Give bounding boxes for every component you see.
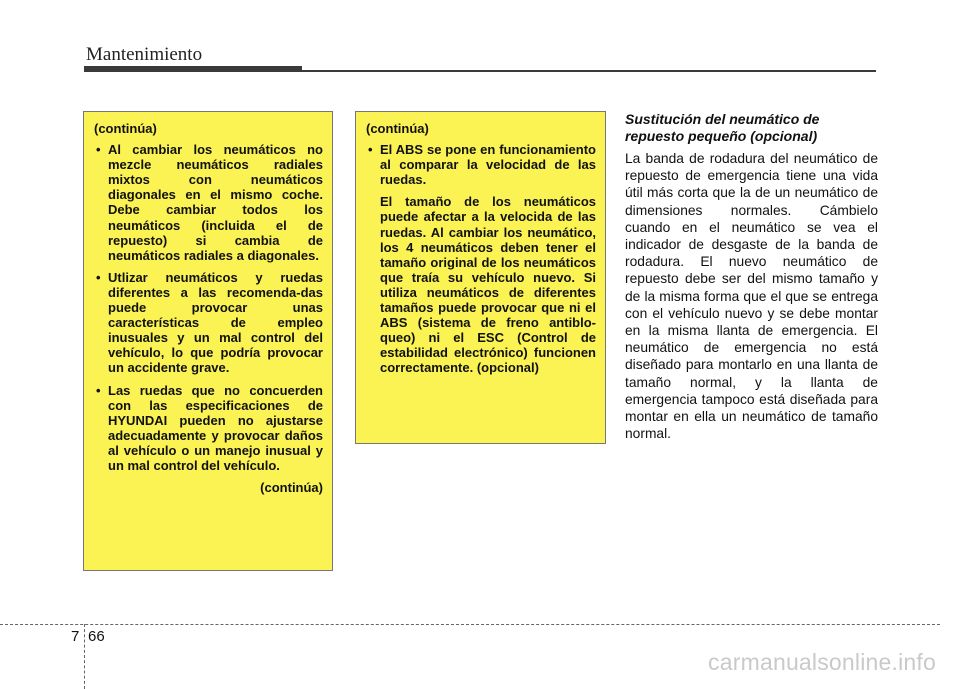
footer-vertical-divider xyxy=(84,624,85,689)
bullet-text: Las ruedas que no concuerden con las especificaciones de HYUNDAI pueden no ajustarse adecuadamente y provocar daños al vehículo o un manejo inusual y un mal control del vehículo. xyxy=(108,382,323,473)
warning-box-left xyxy=(83,111,333,571)
page-number: 66 xyxy=(88,628,105,645)
bullet-dot-icon: • xyxy=(96,142,101,158)
header-rule-thin xyxy=(302,70,876,72)
continued-label-bottom: (continúa) xyxy=(260,480,323,496)
bullet-text: El ABS se pone en funcionamiento al comparar la velocidad de las ruedas. xyxy=(380,142,596,188)
watermark: carmanualsonline.info xyxy=(708,649,936,675)
warning-paragraph-tire-size: El tamaño de los neumáticos puede afectar a la velocida de las ruedas. Al cambiar los neumático, los 4 neumáticos deben tener el tamaño original de los neumáticos que traía su vehículo nuevo. Si utiliza neumáticos de diferentes tamaños puede provocar que ni el ABS (sistema de freno antiblo-queo) ni el ESC (Control de estabilidad electrónico) funcionen correctamente. (opcional) xyxy=(380,194,596,376)
bullet-dot-icon: • xyxy=(96,382,101,398)
bullet-text: Utlizar neumáticos y ruedas diferentes a las recomenda-das puede provocar unas características de empleo inusuales y un mal control del vehículo, lo que podría provocar un accidente grave. xyxy=(108,269,323,376)
continued-label-top: (continúa) xyxy=(94,121,157,136)
warning-bullet-hyundai-specs xyxy=(94,383,323,474)
footer-divider xyxy=(0,624,940,625)
continued-label-top: (continúa) xyxy=(366,121,429,136)
header-rule-thick xyxy=(84,66,302,72)
warning-bullet-different-wheels xyxy=(94,270,323,376)
bullet-text: Al cambiar los neumáticos no mezcle neumáticos radiales mixtos con neumáticos diagonales en el mismo coche. Debe cambiar todos los neumáticos (incluida el de repuesto) si cambia de neumáticos radiales a diagonales. xyxy=(108,142,323,263)
chapter-number: 7 xyxy=(71,628,80,645)
warning-box-right xyxy=(355,111,606,444)
warning-bullet-radial xyxy=(94,142,323,263)
section-heading: Sustitución del neumático de repuesto pequeño (opcional) xyxy=(625,111,820,144)
section-body: La banda de rodadura del neumático de repuesto de emergencia tiene una vida útil más corta que la de un neumático de dimensiones normales. Cámbielo cuando en el neumático se vea el indicador de desgaste de la banda de rodadura. El nuevo neumático de repuesto debe ser del mismo tamaño y de la misma forma que el que se entrega con el vehículo nuevo y se debe montar en la misma llanta de emergencia. El neumático de emergencia no está diseñado para montarlo en una llanta de tamaño normal, y la llanta de emergencia tampoco está diseñada para montar en ella un neumático de tamaño normal. xyxy=(625,151,878,442)
bullet-dot-icon: • xyxy=(96,269,101,285)
spare-tire-section xyxy=(625,111,878,442)
bullet-dot-icon: • xyxy=(368,142,373,158)
section-title: Mantenimiento xyxy=(86,44,203,65)
warning-bullet-abs xyxy=(366,142,596,187)
